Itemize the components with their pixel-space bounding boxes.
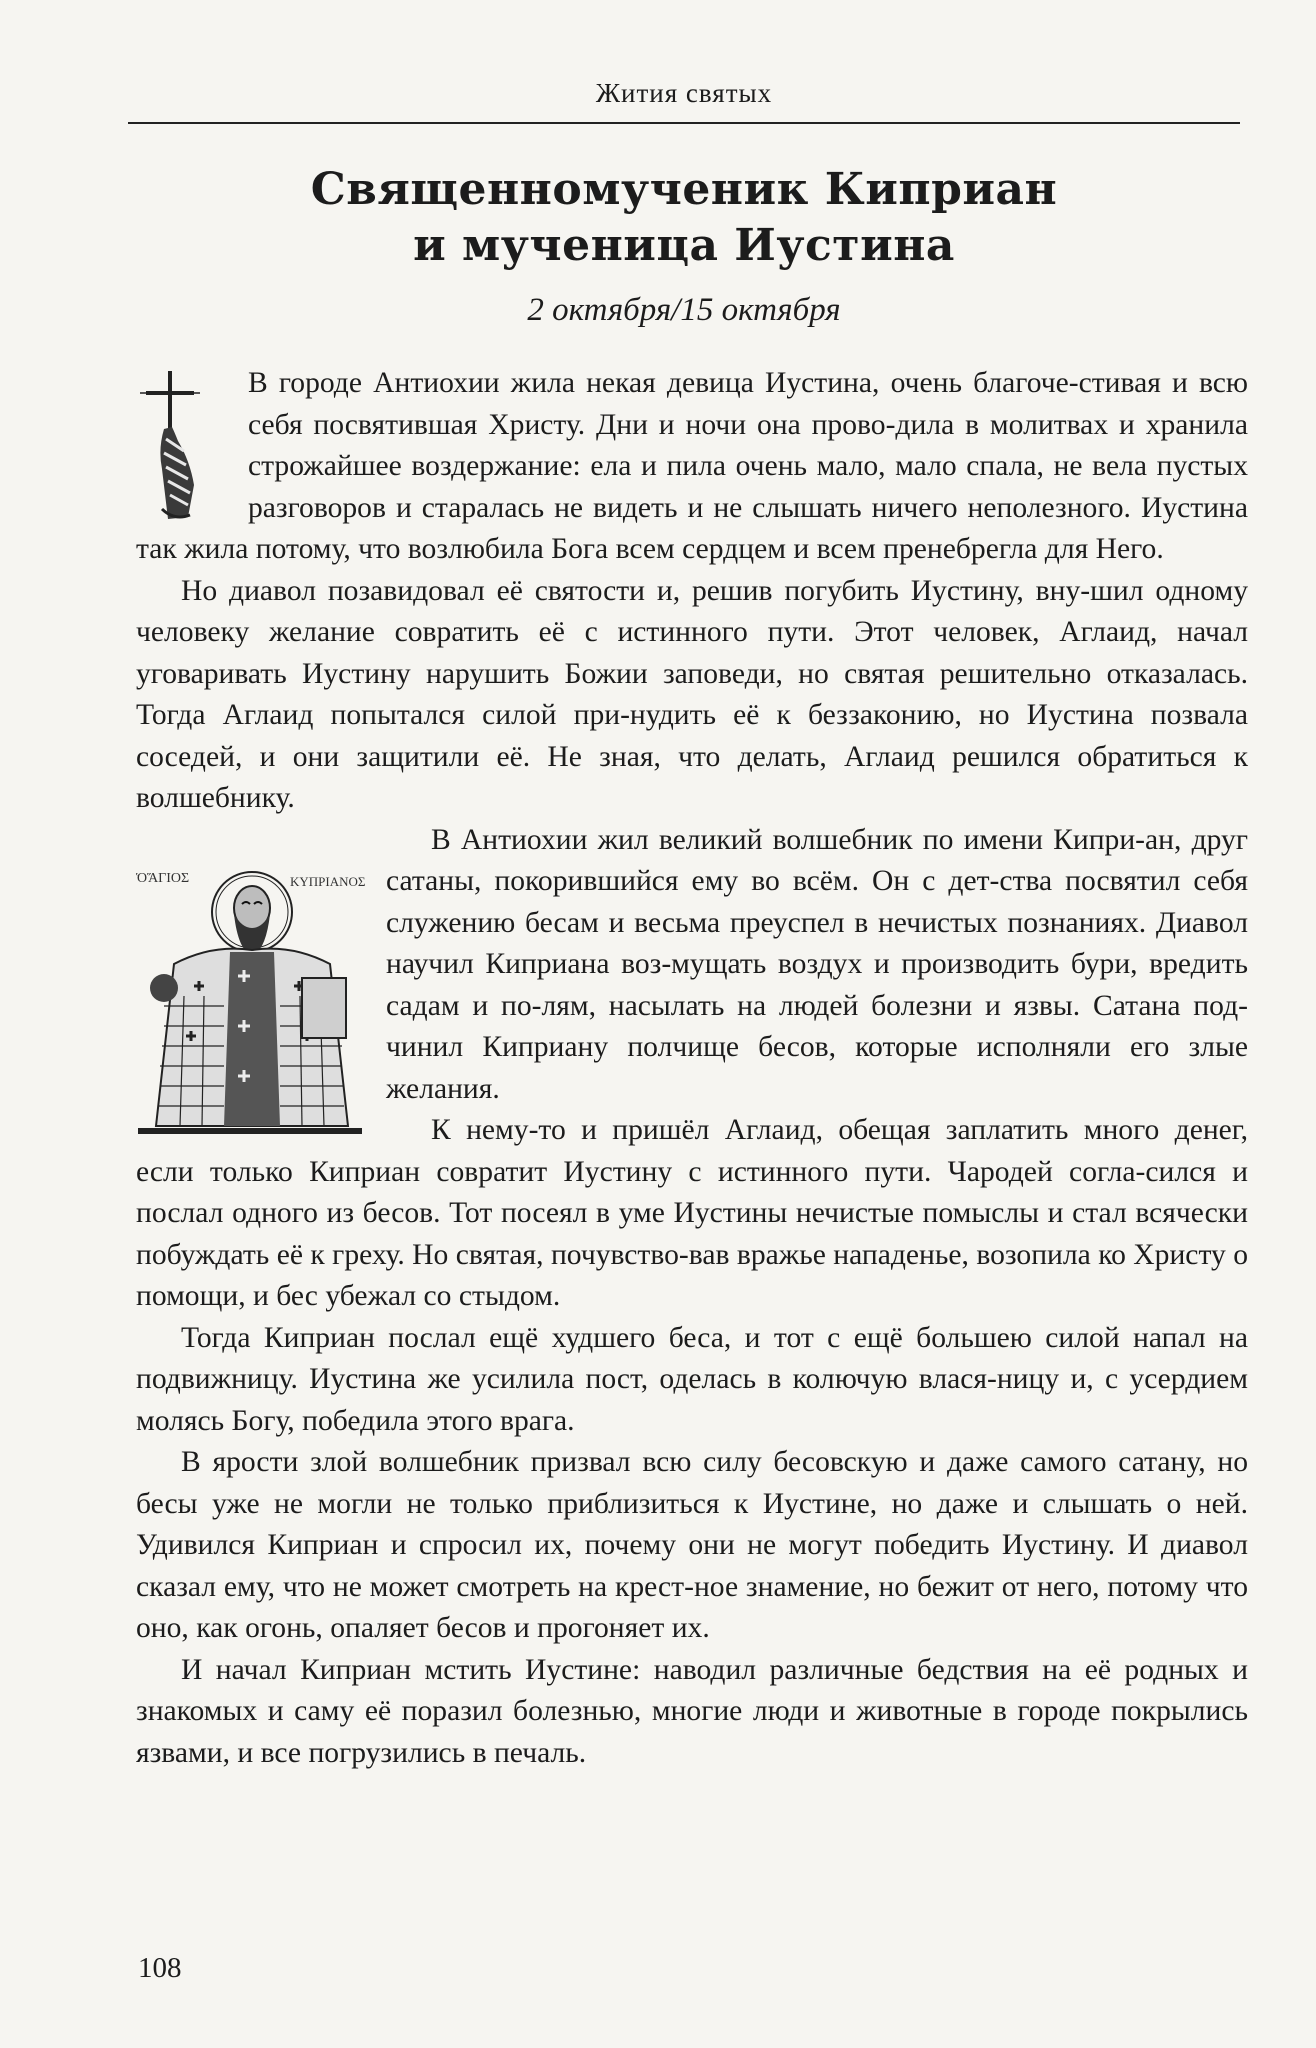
header-rule <box>128 122 1240 124</box>
icon-inscription-right: ΚΥΠΡΙΑΝΟΣ <box>290 873 366 889</box>
page-number: 108 <box>138 1952 182 1984</box>
feast-date: 2 октября/15 октября <box>527 292 841 328</box>
paragraph-6: В ярости злой волшебник призвал всю силу бесовскую и даже самого сатану, но бесы уже не могли не только приблизиться к Иустине, но даже и слышать о ней. Удивился Киприан и спросил их, почему они не могут победить Иустину. И диавол сказал ему, что не может смотреть на крест-ное знамение, но бежит от него, потому что оно, как огонь, опаляет бесов и прогоняет их. <box>136 1446 1248 1644</box>
paragraph-7: И начал Киприан мстить Иустине: наводил различные бедствия на её родных и знакомых и саму её поразил болезнью, многие люди и животные в городе покрылись язвами, и все погрузились в печаль. <box>136 1653 1248 1769</box>
paragraph-3: В Антиохии жил великий волшебник по имени Кипри-ан, друг сатаны, покорившийся ему во всём. Он с дет-ства посвятил себя служению бесам и весьма преуспел в нечистых познаниях. Диавол научил Киприана воз-мущать воздух и производить бури, вредить садам и по-лям, насылать на людей болезни и язвы. Сатана под-чинил Киприану полчище бесов, которые исполняли его злые желания. <box>386 823 1248 1105</box>
paragraph-4: К нему-то и пришёл Аглаид, обещая заплатить много денег, если только Киприан совратит Иустину с истинного пути. Чародей согла-сился и послал одного из бесов. Тот посеял в уме Иустины нечистые помыслы и стал всячески побуждать её к греху. Но святая, почувство-вав вражье нападенье, возопила ко Христу о помощи, и бес убежал со стыдом. <box>136 1114 1248 1312</box>
icon-inscription-left: ὉἍΓΙΟΣ <box>136 870 190 886</box>
article-body <box>136 363 1248 1774</box>
paragraph-5: Тогда Киприан послал ещё худшего беса, и тот с ещё большею силой напал на подвижницу. Иустина же усилила пост, оделась в колючую влася-ницу и, с усердием молясь Богу, победила этого врага. <box>136 1321 1248 1437</box>
running-header: Жития святых <box>595 78 773 108</box>
article-title <box>128 162 1240 274</box>
paragraph-2: Но диавол позавидовал её святости и, решив погубить Иустину, вну-шил одному человеку желание совратить её с истинного пути. Этот человек, Аглаид, начал уговаривать Иустину нарушить Божии заповеди, но святая решительно отказалась. Тогда Аглаид попытался силой при-нудить её к беззаконию, но Иустина позвала соседей, и они защитили её. Не зная, что делать, Аглаид решился обратиться к волшебнику. <box>136 574 1248 814</box>
saint-cyprian-icon <box>134 856 366 1136</box>
cross-ornament-icon <box>134 369 234 525</box>
title-line-2: и мученица Иустина <box>413 220 955 271</box>
title-line-1: Священномученик Киприан <box>310 164 1058 215</box>
paragraph-1: В городе Антиохии жила некая девица Иустина, очень благоче-стивая и всю себя посвятившая Христу. Дни и ночи она прово-дила в молитвах и хранила строжайшее воздержание: ела и пила очень мало, мало спала, не вела пустых разговоров и старалась не видеть и не слышать ничего неполезного. Иустина так жила потому, что возлюбила Бога всем сердцем и всем пренебрегла для Него. <box>136 367 1248 565</box>
